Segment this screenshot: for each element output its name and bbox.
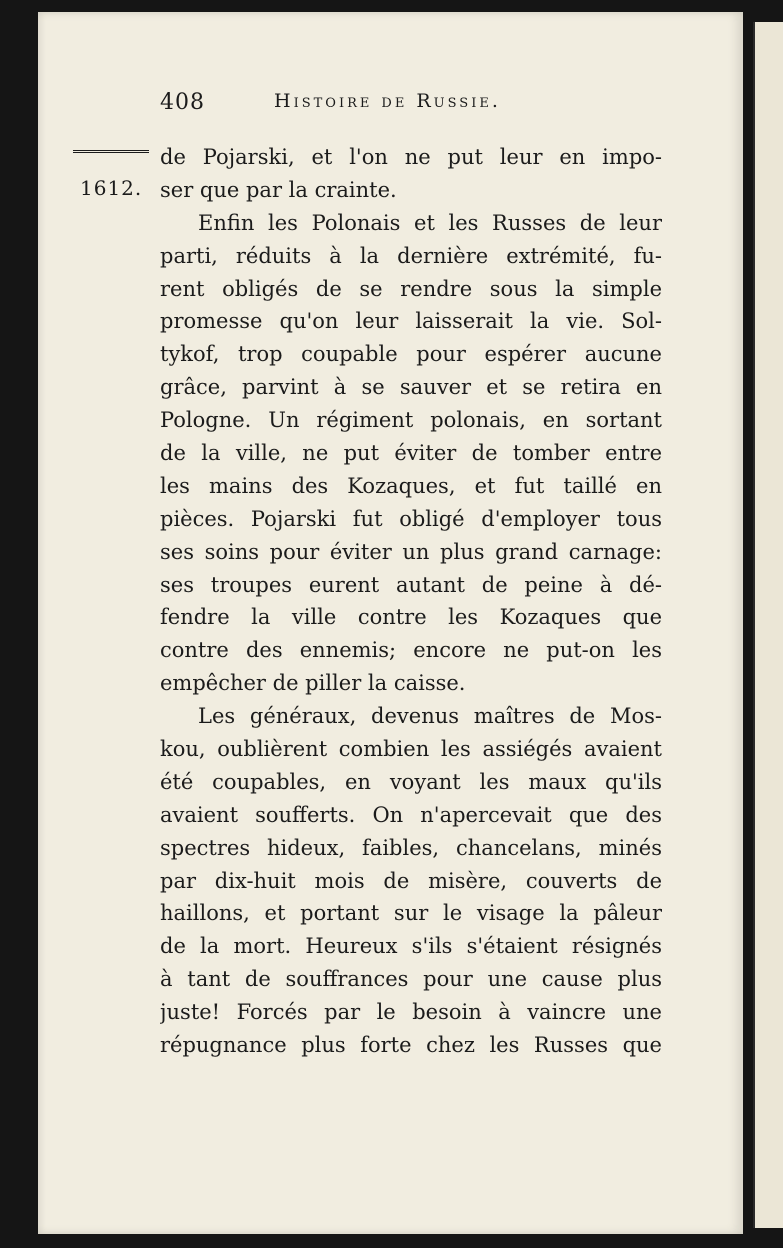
text-line: par dix-huit mois de misère, couverts de	[160, 868, 662, 893]
text-line: juste! Forcés par le besoin à vaincre une	[160, 1000, 662, 1025]
text-line: Pologne. Un régiment polonais, en sortant	[160, 408, 662, 433]
text-line: avaient soufferts. On n'apercevait que des	[160, 802, 662, 827]
facing-page-edge	[753, 22, 783, 1228]
text-line: de la ville, ne put éviter de tomber entre	[160, 441, 662, 466]
body-text	[160, 141, 662, 1062]
text-line: rent obligés de se rendre sous la simple	[160, 276, 662, 301]
text-line: parti, réduits à la dernière extrémité, fu-	[160, 243, 662, 268]
text-line: à tant de souffrances pour une cause plus	[160, 967, 662, 992]
text-line: répugnance plus forte chez les Russes que	[160, 1033, 662, 1058]
text-line: kou, oublièrent combien les assiégés avaient	[160, 737, 662, 762]
margin-rule	[73, 150, 149, 153]
paragraph-start-line: Les généraux, devenus maîtres de Mos-	[198, 704, 662, 729]
text-line: grâce, parvint à se sauver et se retira en	[160, 375, 662, 400]
text-line: de Pojarski, et l'on ne put leur en impo-	[160, 145, 662, 169]
text-line: tykof, trop coupable pour espérer aucune	[160, 342, 662, 367]
margin-year: 1612.	[80, 176, 143, 200]
text-line: empêcher de piller la caisse.	[160, 671, 466, 696]
running-title: Histoire de Russie.	[274, 90, 501, 112]
page-header	[160, 90, 660, 124]
text-line: haillons, et portant sur le visage la pâleur	[160, 901, 662, 926]
page-number: 408	[160, 90, 205, 115]
text-line: de la mort. Heureux s'ils s'étaient résignés	[160, 934, 662, 959]
text-line: ses troupes eurent autant de peine à dé-	[160, 572, 662, 597]
text-line: contre des ennemis; encore ne put-on les	[160, 638, 662, 663]
text-line: les mains des Kozaques, et fut taillé en	[160, 473, 662, 498]
paragraph-start-line: Enfin les Polonais et les Russes de leur	[198, 210, 662, 235]
text-line: ses soins pour éviter un plus grand carnage:	[160, 539, 662, 564]
text-line: été coupables, en voyant les maux qu'ils	[160, 769, 662, 794]
text-line: promesse qu'on leur laisserait la vie. Sol-	[160, 309, 662, 334]
text-line: spectres hideux, faibles, chancelans, minés	[160, 835, 662, 860]
text-line: ser que par la crainte.	[160, 177, 397, 202]
text-line: fendre la ville contre les Kozaques que	[160, 605, 662, 630]
text-line: pièces. Pojarski fut obligé d'employer tous	[160, 506, 662, 531]
